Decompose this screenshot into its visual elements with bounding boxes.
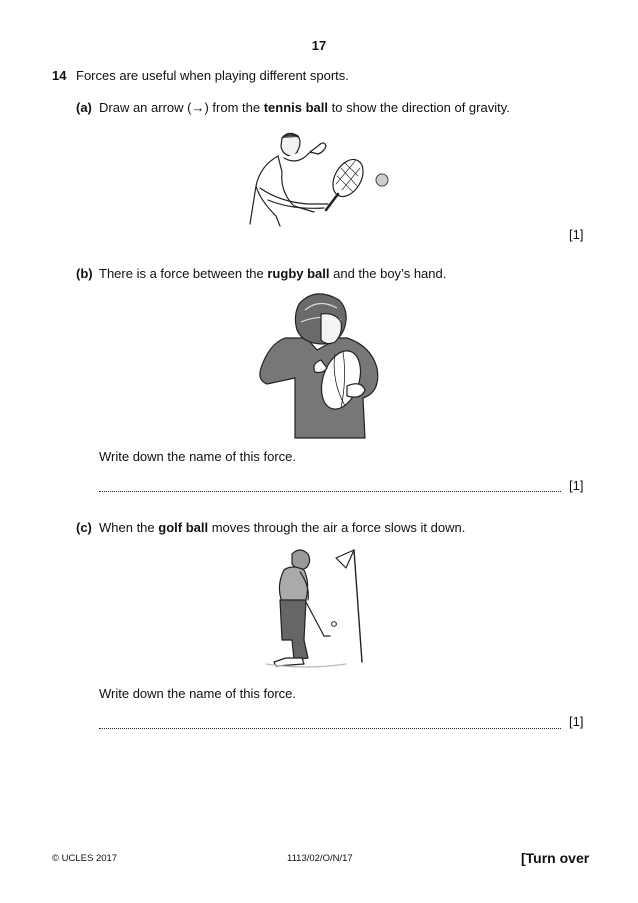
part-c-answer-line[interactable] [99, 728, 561, 729]
arrow-symbol: → [191, 100, 205, 115]
page-number: 17 [311, 38, 327, 53]
tennis-ball [376, 174, 388, 186]
tennis-player-illustration [238, 128, 398, 228]
part-b-bold: rugby ball [267, 266, 330, 281]
part-b-prompt: Write down the name of this force. [99, 449, 297, 464]
part-a-label: (a) [76, 100, 92, 115]
rugby-player-illustration [255, 290, 385, 438]
part-a-mark: [1] [569, 227, 584, 242]
part-a-bold: tennis ball [263, 100, 329, 115]
part-c-label: (c) [76, 520, 92, 535]
part-b-text: There is a force between the rugby ball and the boy’s hand. [99, 266, 447, 281]
part-c-bold: golf ball [158, 520, 209, 535]
part-b-mark: [1] [569, 478, 584, 493]
part-b-answer-line[interactable] [99, 491, 561, 492]
question-number: 14 [52, 68, 67, 83]
golf-ball [332, 622, 337, 627]
part-b-label: (b) [76, 266, 93, 281]
part-a-text: Draw an arrow (→) from the tennis ball to show the direction of gravity. [99, 100, 510, 115]
footer-copyright: © UCLES 2017 [52, 853, 118, 864]
footer-code: 1113/02/O/N/17 [287, 853, 353, 864]
turn-over-label: [Turn over [521, 850, 590, 866]
part-c-text: When the golf ball moves through the air a force slows it down. [99, 520, 466, 535]
question-text: Forces are useful when playing different sports. [76, 68, 349, 83]
part-c-prompt: Write down the name of this force. [99, 686, 297, 701]
golfer-illustration [266, 546, 376, 670]
part-c-mark: [1] [569, 714, 584, 729]
